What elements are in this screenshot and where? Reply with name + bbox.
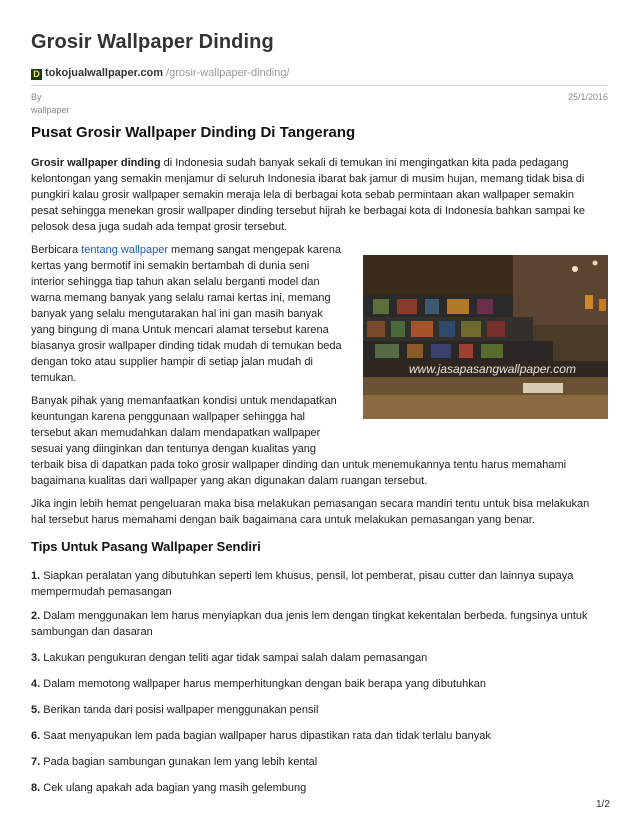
paragraph-2-line: biasanya grosir wallpaper dinding tidak mudah di temukan beda [31,340,342,352]
paragraph-3-line: Banyak pihak yang memanfaatkan kondisi untuk mendapatkan [31,395,337,407]
ceiling-light [572,266,578,272]
tentang-wallpaper-link[interactable]: tentang wallpaper [81,244,168,256]
wallpaper-block [411,321,433,337]
tip-text: Berikan tanda dari posisi wallpaper menggunakan pensil [43,704,319,716]
article-heading: Pusat Grosir Wallpaper Dinding Di Tangerang [31,124,356,141]
paragraph-3-line: bagaimana kualitas dari wallpaper yang akan digunakan dalam ruangan tersebut. [31,475,428,487]
page-indicator: 1/2 [596,799,610,810]
tip-number: 7. [31,756,41,768]
tip-item-2-cont: sambungan dan dasaran [31,626,153,638]
tip-text: Dalam memotong wallpaper harus memperhitungkan dengan baik berapa yang dibutuhkan [43,678,486,690]
tip-number: 4. [31,678,41,690]
paragraph-4-line: hal tersebut harus memahami dengan baik bagaimana cara untuk melakukan pemasangan yang benar. [31,514,535,526]
tip-item-1 [31,568,573,584]
intro-bold-keyword: Grosir wallpaper dinding [31,157,161,169]
tip-item-5 [31,702,318,718]
wallpaper-block [367,321,385,337]
wallpaper-block [459,344,473,358]
intro-line: pesat sehingga menekan grosir wallpaper dinding tersebut hijrah ke berbagai kota di Indonesia bahkan sampai ke [31,205,586,217]
wallpaper-room-illustration [363,255,608,419]
wallpaper-block [447,299,469,314]
paragraph-2-line: interior sehingga tiap tahun akan selalu berganti model dan [31,276,320,288]
wallpaper-block [407,344,423,358]
paragraph-2-line: yang bingung di mana Untuk mencari alamat tersebut karena [31,324,329,336]
wallpaper-block [391,321,405,337]
source-domain-link[interactable]: tokojualwallpaper.com [45,67,163,79]
image-watermark: www.jasapasangwallpaper.com [409,362,576,376]
paragraph-2-line: banyak yang selalu mengutarakan hal ini gan masih banyak [31,308,323,320]
tip-text: Siapkan peralatan yang dibutuhkan seperti lem khusus, pensil, lot pemberat, pisau cutter dan lainnya supaya [43,570,574,582]
tip-item-4 [31,676,486,692]
right-wall [513,255,608,325]
tip-number: 2. [31,610,41,622]
intro-line: pelosok desa juga sudah ada tempat grosir tersebut. [31,221,288,233]
tip-text: Lakukan pengukuran dengan teliti agar tidak sampai salah dalam pemasangan [43,652,428,664]
tip-number: 6. [31,730,41,742]
ceiling-light [593,261,598,266]
paragraph-2-line [31,242,341,258]
tip-text: Dalam menggunakan lem harus menyiapkan dua jenis lem dengan tingkat kekentalan berbeda. fungsinya untuk [43,610,588,622]
paragraph-2-line: warna memang banyak yang selalu ramai kertas ini, memang [31,292,331,304]
intro-line: kelontongan yang semakin menjamur di seluruh Indonesia ibarat bak jamur di musim hujan, memang tidak bisa di [31,173,585,185]
wallpaper-block [425,299,439,314]
tip-item-1-cont: mempermudah pemasangan [31,586,172,598]
tip-item-8 [31,780,306,796]
site-favicon-icon: D [31,69,42,80]
source-path-link[interactable]: /grosir-wallpaper-dinding/ [162,67,290,79]
intro-line [31,155,568,171]
by-label: By [31,92,42,102]
tip-text: Saat menyapukan lem pada bagian wallpaper harus dipastikan rata dan tidak terlalu banyak [43,730,491,742]
wallpaper-block [439,321,455,337]
wallpaper-block [481,344,503,358]
p2-prefix: Berbicara [31,244,82,256]
tip-item-6 [31,728,491,744]
tips-heading: Tips Untuk Pasang Wallpaper Sendiri [31,539,261,554]
post-date: 25/1/2016 [567,92,608,102]
page-title: Grosir Wallpaper Dinding [31,31,274,53]
wallpaper-block [477,299,493,314]
tip-text: Cek ulang apakah ada bagian yang masih gelembung [43,782,307,794]
paragraph-2-line: temukan. [31,372,77,384]
tip-item-2 [31,608,588,624]
intro-line: pungkiri kalau grosir wallpaper semakin meraja lela di berbagai kota sebab permintaan akan wallpaper semakin [31,189,574,201]
wall-lamp [585,295,593,309]
paragraph-4-line: Jika ingin lebih hemat pengeluaran maka bisa melakukan pemasangan secara mandiri tentu untuk bisa melakukan [31,498,590,510]
wallpaper-block [397,299,417,314]
wallpaper-block [375,344,399,358]
wall-lamp [599,299,606,311]
source-line [31,67,290,80]
tip-number: 8. [31,782,41,794]
paragraph-2-line: dengan toko atau supplier hampir di setiap jalan mudah di [31,356,313,368]
intro-line-text: di Indonesia sudah banyak sekali di temukan ini mengingatkan kita pada pedagang [160,157,569,169]
paragraph-3-line: sesuai yang diinginkan dan tentunya dengan kualitas yang [31,443,316,455]
counter-front [363,395,608,419]
p2-after: memang sangat mengepak karena [167,244,342,256]
wallpaper-block [431,344,451,358]
tip-number: 3. [31,652,41,664]
paragraph-3-line: terbaik bisa di dapatkan pada toko grosir wallpaper dinding dan untuk menemukannya tentu harus memahami [31,459,567,471]
wallpaper-room-photo [363,255,608,419]
wallpaper-block [373,299,389,314]
author-name: wallpaper [31,105,70,115]
tip-number: 1. [31,570,41,582]
tip-item-7 [31,754,317,770]
wallpaper-block [461,321,481,337]
wallpaper-block [487,321,505,337]
paragraph-2-line: kertas yang bermotif ini semakin bertambah di dunia seni [31,260,310,272]
header-divider [31,85,608,86]
paragraph-3-line: tersebut akan memudahkan dalam mendapatkan wallpaper [31,427,321,439]
tip-number: 5. [31,704,41,716]
tip-item-3 [31,650,427,666]
counter-object [523,383,563,393]
paragraph-3-line: keuntungan karena penggunaan wallpaper sehingga hal [31,411,306,423]
tip-text: Pada bagian sambungan gunakan lem yang lebih kental [43,756,318,768]
